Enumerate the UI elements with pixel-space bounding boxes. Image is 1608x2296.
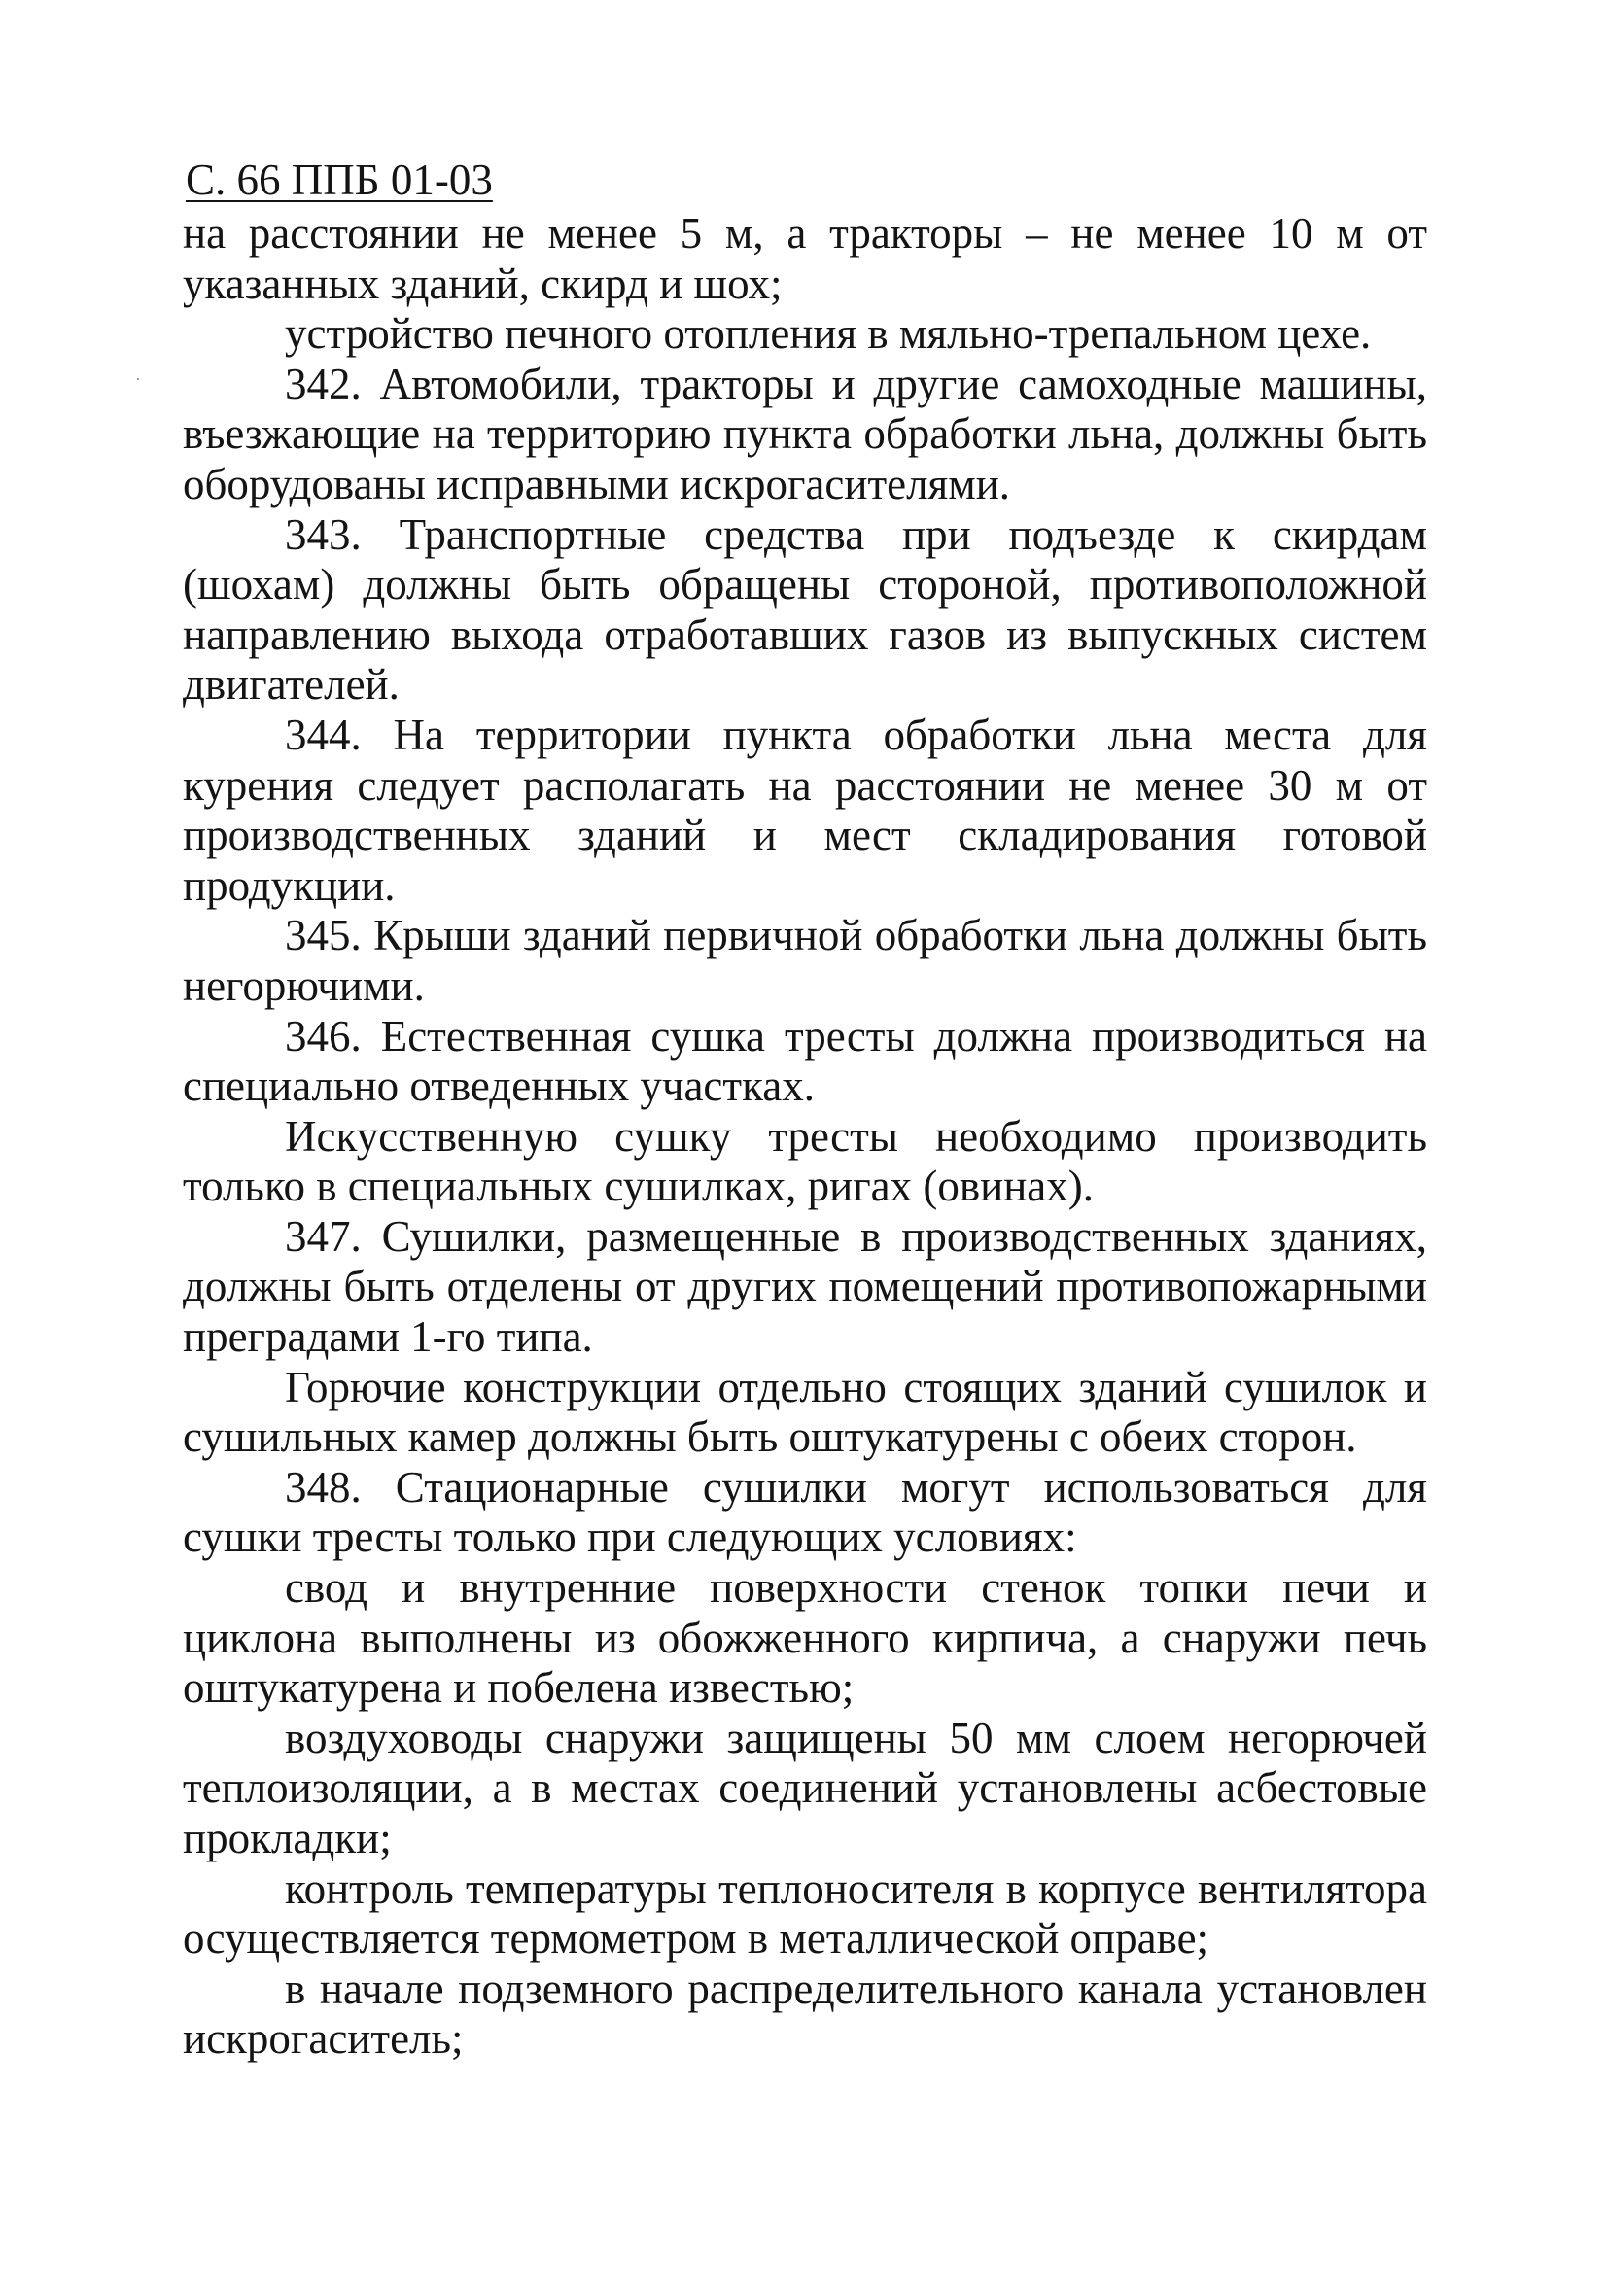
paragraph-continuation: на расстоянии не менее 5 м, а тракторы – не менее 10 м от указанных зданий, скирд и шох; bbox=[183, 209, 1427, 308]
list-item-firebox: свод и внутренние поверхности стенок топки печи и циклона выполнены из обожженного кирпича, а снаружи печь оштукатурена и побелена известью; bbox=[183, 1563, 1427, 1713]
page-header: С. 66 ППБ 01-03 bbox=[186, 156, 493, 204]
paragraph-342: 342. Автомобили, тракторы и другие самоходные машины, въезжающие на территорию пункта обработки льна, должны быть оборудованы исправными искрогасителями. bbox=[183, 359, 1427, 508]
body-text bbox=[183, 209, 1427, 2065]
paragraph-348: 348. Стационарные сушилки могут использоваться для сушки тресты только при следующих условиях: bbox=[183, 1462, 1427, 1562]
paragraph-345: 345. Крыши зданий первичной обработки льна должны быть негорючими. bbox=[183, 911, 1427, 1010]
paragraph-347-combustible-structures: Горючие конструкции отдельно стоящих зданий сушилок и сушильных камер должны быть оштукатурены с обеих сторон. bbox=[183, 1362, 1427, 1462]
paragraph-346-artificial-drying: Искусственную сушку тресты необходимо производить только в специальных сушилках, ригах (овинах). bbox=[183, 1111, 1427, 1211]
list-item-air-ducts: воздуховоды снаружи защищены 50 мм слоем негорючей теплоизоляции, а в местах соединений установлены асбестовые прокладки; bbox=[183, 1713, 1427, 1862]
paragraph-heating-clause: устройство печного отопления в мяльно-трепальном цехе. bbox=[285, 309, 1372, 359]
list-item-temperature-control: контроль температуры теплоносителя в корпусе вентилятора осуществляется термометром в металлической оправе; bbox=[183, 1863, 1427, 1964]
paragraph-344: 344. На территории пункта обработки льна места для курения следует располагать на расстоянии не менее 30 м от производственных зданий и мест складирования готовой продукции. bbox=[183, 710, 1427, 910]
paragraph-343: 343. Транспортные средства при подъезде к скирдам (шохам) должны быть обращены стороной, противоположной направлению выхода отработавших газов из выпускных систем двигателей. bbox=[183, 509, 1427, 710]
list-item-spark-arrester: в начале подземного распределительного канала установлен искрогаситель; bbox=[183, 1964, 1427, 2064]
paragraph-347: 347. Сушилки, размещенные в производственных зданиях, должны быть отделены от других помещений противопожарными преградами 1-го типа. bbox=[183, 1211, 1427, 1362]
scan-speck bbox=[137, 378, 139, 380]
paragraph-346: 346. Естественная сушка тресты должна производиться на специально отведенных участках. bbox=[183, 1011, 1427, 1111]
